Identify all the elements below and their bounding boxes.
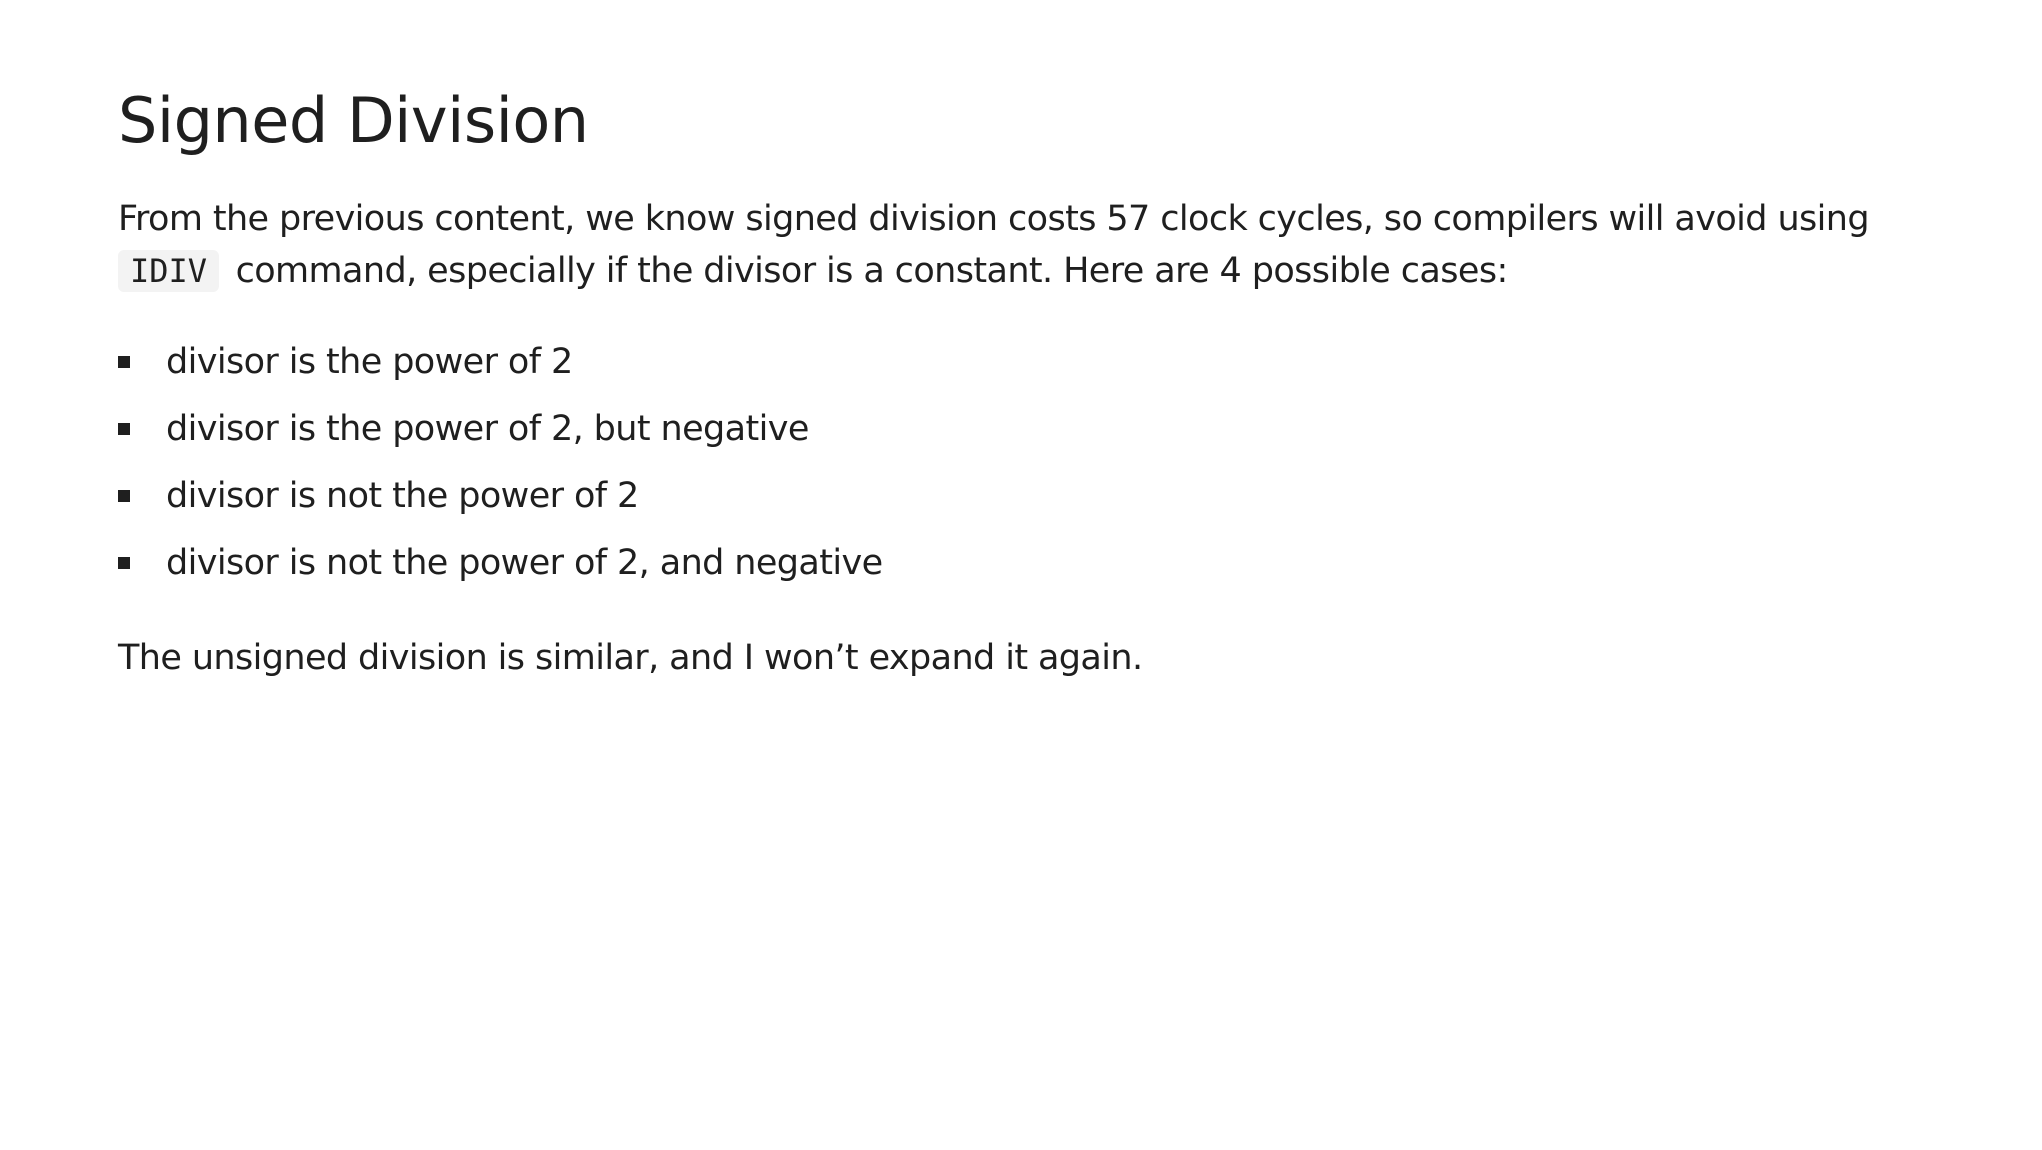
- case-text: divisor is the power of 2: [166, 342, 573, 382]
- outro-paragraph: The unsigned division is similar, and I won’t expand it again.: [118, 638, 1143, 678]
- cases-list: [118, 336, 883, 604]
- case-text: divisor is not the power of 2, and negative: [166, 543, 883, 583]
- list-item: [118, 403, 883, 470]
- case-text: divisor is not the power of 2: [166, 476, 639, 516]
- inline-code-idiv: IDIV: [118, 250, 219, 292]
- square-bullet-icon: [118, 356, 130, 368]
- intro-paragraph: [118, 193, 1928, 297]
- intro-text-before-code: From the previous content, we know signed division costs 57 clock cycles, so compilers will avoid using: [118, 199, 1869, 239]
- intro-text-after-code: command, especially if the divisor is a constant. Here are 4 possible cases:: [225, 251, 1508, 291]
- list-item: [118, 537, 883, 604]
- square-bullet-icon: [118, 423, 130, 435]
- case-text: divisor is the power of 2, but negative: [166, 409, 809, 449]
- square-bullet-icon: [118, 557, 130, 569]
- square-bullet-icon: [118, 490, 130, 502]
- slide-title: Signed Division: [118, 84, 589, 157]
- list-item: [118, 336, 883, 403]
- list-item: [118, 470, 883, 537]
